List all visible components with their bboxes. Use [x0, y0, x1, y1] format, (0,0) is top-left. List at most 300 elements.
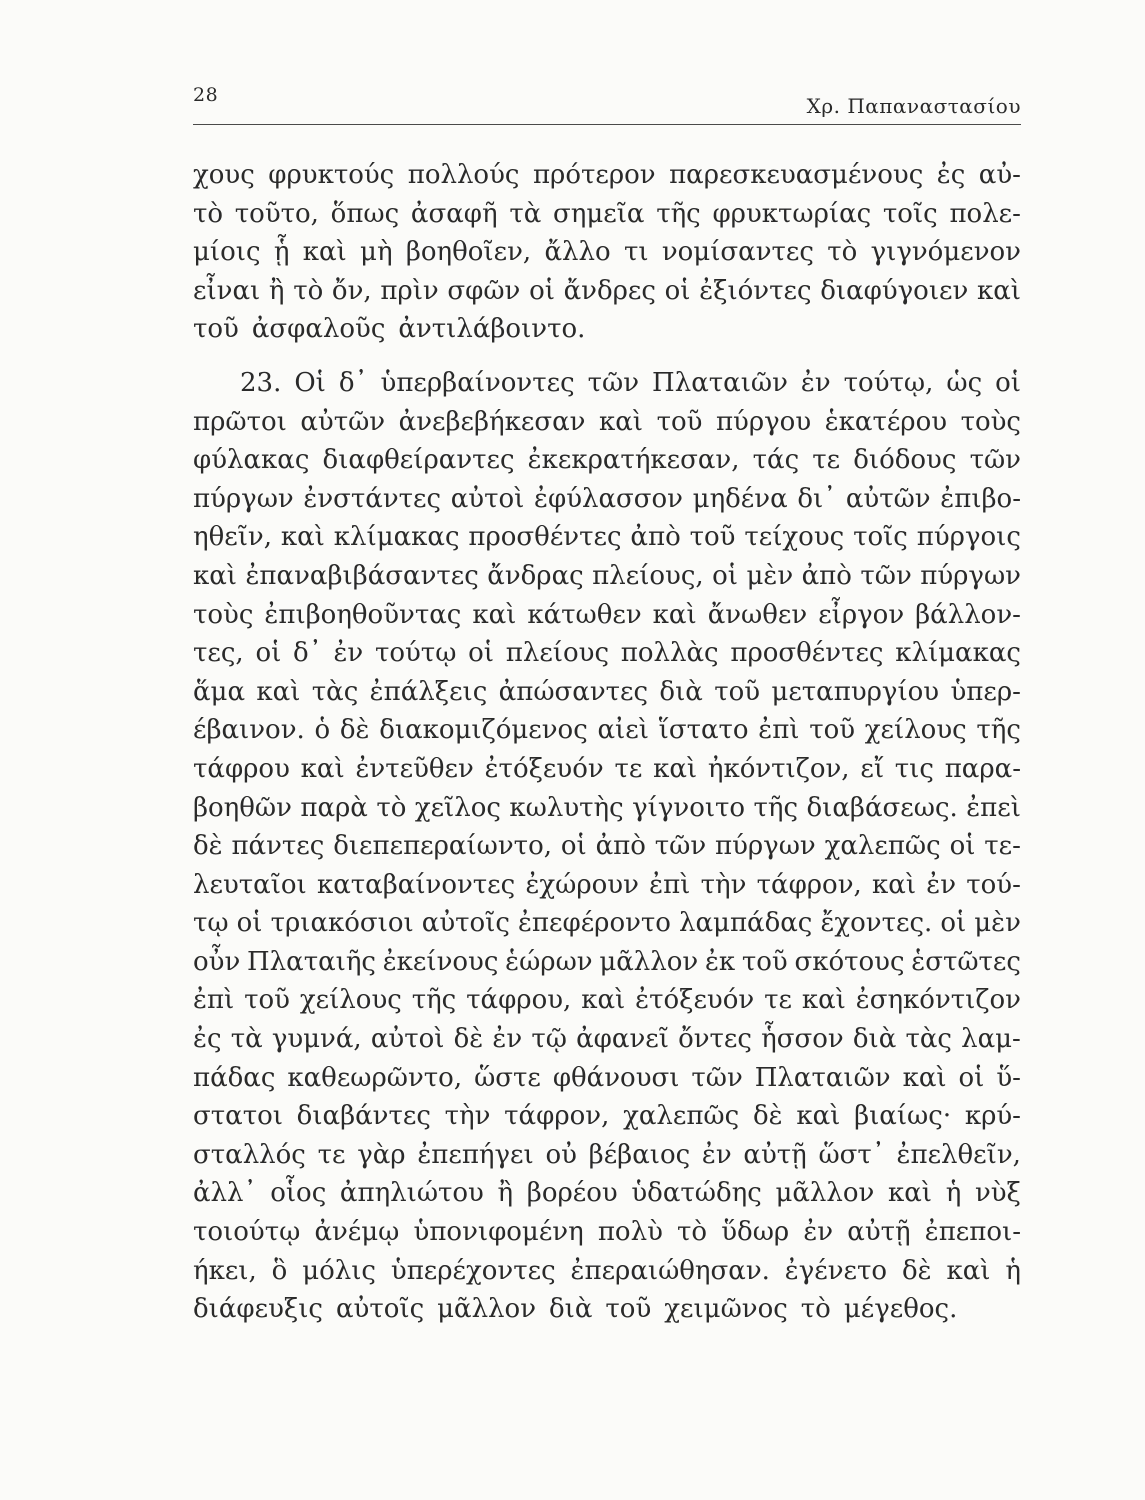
word: οἱ [712, 560, 738, 591]
word: καὶ [302, 237, 347, 268]
text-line [193, 1174, 1021, 1213]
word: Οἱ [294, 367, 326, 398]
word: ὄν, [331, 275, 372, 306]
word: λευταῖοι [193, 869, 307, 900]
word: τάς [752, 445, 800, 476]
word: ἢ [497, 1178, 514, 1209]
word: ἀφανεῖ [576, 1024, 669, 1055]
word: σταλλός [193, 1139, 306, 1170]
text-line [193, 233, 1021, 272]
text-line [193, 750, 1021, 789]
word: γὰρ [357, 1139, 406, 1170]
word: φύλακας [193, 445, 310, 476]
word: τὰ [509, 198, 542, 229]
word: ἐπελθεῖν, [896, 1139, 1021, 1170]
word: καὶ [796, 1101, 841, 1132]
word: τε [317, 1139, 346, 1170]
word: καὶ [599, 406, 644, 437]
word: ἀπὸ [595, 831, 646, 862]
word: δι᾽ [797, 483, 837, 514]
word: ἐπιβοηθοῦντας [264, 599, 462, 630]
word: ἐπὶ [649, 869, 691, 900]
word: οἱ [255, 638, 282, 669]
word: τάφρου, [466, 985, 572, 1016]
word: ἑκατέρου [824, 406, 948, 437]
word: κάτωθεν [527, 599, 642, 630]
word: οἱ [940, 908, 967, 939]
word: ἐπεραιώθησαν. [570, 1255, 770, 1286]
word: χεῖλος [414, 792, 501, 823]
word: σκότους [794, 946, 905, 977]
word: ἐκείνους [382, 946, 499, 977]
word: γυμνά, [271, 1024, 362, 1055]
word: μεταπυργίου [771, 676, 940, 707]
text-line [193, 904, 1021, 943]
word: διαβάσεως. [806, 792, 958, 823]
word: πύργων [193, 483, 294, 514]
word: ἄνδρες [563, 275, 656, 306]
word: τάφρου [193, 753, 290, 784]
word: εἴ [860, 753, 885, 784]
word: ἐφύλασσον [534, 483, 683, 514]
word: παρὰ [300, 792, 368, 823]
word: ἐν [800, 367, 831, 398]
word: διὰ [549, 1294, 593, 1325]
paragraph-gap [193, 349, 1021, 364]
word: δὲ [901, 1255, 932, 1286]
word: πλείους, [592, 560, 704, 591]
word: αὐτοὶ [450, 483, 525, 514]
word: ἐσηκόντιζον [855, 985, 1021, 1016]
word: τοῦ [809, 715, 856, 746]
word: λαμπάδας [679, 908, 813, 939]
word: διαφύγοιεν [820, 275, 969, 306]
word: ἀνεβεβήκεσαν [398, 406, 586, 437]
word: ἄνδρας [487, 560, 584, 591]
page-number: 28 [193, 84, 219, 106]
word: μὲν [974, 908, 1021, 939]
word: τὸ [376, 792, 407, 823]
text-line [193, 518, 1021, 557]
word: καὶ [300, 753, 345, 784]
paragraph [193, 156, 1021, 349]
word: τὸ [677, 1217, 708, 1248]
text-line [193, 1059, 1021, 1098]
word: αὐτῶν [845, 483, 931, 514]
word: καθεωρῶντο, [287, 1062, 463, 1093]
word: τε [812, 445, 841, 476]
word: 23. [240, 367, 282, 398]
word: λαμ- [961, 1024, 1021, 1055]
word: ἔχοντες. [820, 908, 933, 939]
word: πολε- [949, 198, 1021, 229]
word: τοῦ [714, 676, 761, 707]
word: γιγνόμενον [870, 237, 1021, 268]
word: τείχους [744, 522, 845, 553]
word: ἢ [268, 275, 285, 306]
body-text [193, 156, 1021, 1329]
word: τε [764, 985, 792, 1016]
page-header [193, 84, 1021, 118]
text-line [193, 156, 1021, 195]
word: ἄλλο [544, 237, 611, 268]
text-line [193, 711, 1021, 750]
word: ἐπεπήγει [417, 1139, 534, 1170]
word: αὐτοῖς [421, 908, 510, 939]
word: ἀσφαλοῦς [251, 314, 386, 345]
word: ἡ [945, 1178, 962, 1209]
word: πάντες [231, 831, 325, 862]
word: ὑπονιφομένη [413, 1217, 584, 1248]
word: ᾗ [273, 237, 290, 268]
text-line [193, 364, 1021, 403]
word: τῶν [654, 831, 707, 862]
word: σημεῖα [553, 198, 645, 229]
word: δὲ [193, 831, 223, 862]
word: τοῦτο, [234, 198, 319, 229]
word: βάλλον- [915, 599, 1021, 630]
word: κλίμακας [895, 638, 1021, 669]
word: αὐτοῖς [335, 1294, 425, 1325]
word: τούτῳ, [843, 367, 934, 398]
word: διαφθείραντες [322, 445, 515, 476]
word: καὶ [653, 753, 698, 784]
word: πρῶτοι [193, 406, 287, 437]
word: ἐγένετο [784, 1255, 888, 1286]
word: πολλούς [407, 160, 520, 190]
word: ὕ- [996, 1062, 1021, 1093]
text-line [193, 310, 1021, 349]
text-line [193, 1020, 1021, 1059]
text-line [193, 827, 1021, 866]
text-line [193, 673, 1021, 712]
word: δ᾽ [338, 367, 368, 398]
word: τῶν [587, 367, 640, 398]
word: γίγνοιτο [632, 792, 746, 823]
text-line [193, 1136, 1021, 1175]
word: χείλους [864, 715, 967, 746]
word: ἐν [926, 869, 957, 900]
word: βοηθῶν [193, 792, 292, 823]
word: εἶργον [818, 599, 905, 630]
word: καὶ [193, 560, 238, 591]
word: ἐπεποι- [924, 1217, 1021, 1248]
word: βέβαιος [588, 1139, 691, 1170]
word: χειμῶνος [664, 1294, 788, 1325]
word: τῆς [976, 715, 1021, 746]
word: ἐπιβο- [940, 483, 1021, 514]
word: ἐτόξευόν [484, 753, 604, 784]
word: βιαίως· [854, 1101, 952, 1132]
word: τὰς [905, 1024, 952, 1055]
word: παρα- [944, 753, 1021, 784]
word: οὖν [193, 946, 241, 977]
word: βοηθοῖεν, [405, 237, 532, 268]
word: μίοις [193, 237, 261, 268]
word: πολλὰς [620, 638, 719, 669]
word: ἀπηλιώτου [339, 1178, 484, 1209]
word: ὕδωρ [721, 1217, 790, 1248]
word: νομίσαντες [661, 237, 814, 268]
word: διὰ [852, 1024, 897, 1055]
word: τοῦ [193, 314, 239, 345]
word: μᾶλλον [437, 1294, 536, 1325]
word: τοῦ [741, 946, 788, 977]
word: καὶ [976, 275, 1021, 306]
word: κρύ- [964, 1101, 1021, 1132]
word: πρὶν [380, 275, 439, 306]
word: τοῦ [656, 406, 703, 437]
running-head: Χρ. Παπαναστασίου [806, 94, 1021, 118]
word: προσθέντες [468, 522, 622, 553]
word: τις [894, 753, 934, 784]
word: πρότερον [532, 160, 656, 190]
word: ἐξιόντες [699, 275, 812, 306]
word: τῶν [860, 560, 912, 591]
word: τὸ [193, 198, 224, 229]
word: ἡ [1005, 1255, 1021, 1286]
word: οἱ [529, 275, 555, 306]
word: ἐκεκρατήκεσαν, [527, 445, 740, 476]
text-line [193, 1252, 1021, 1291]
word: δὲ [752, 1101, 783, 1132]
word: πύργοις [916, 522, 1021, 553]
text-line [193, 557, 1021, 596]
word: τῆς [753, 792, 799, 823]
word: τοὺς [193, 599, 254, 630]
word: δὲ [453, 1024, 484, 1055]
text-line [193, 789, 1021, 828]
word: πύργου [715, 406, 812, 437]
word: ὁ [314, 715, 331, 746]
word: μὴ [360, 237, 393, 268]
word: ἐντεῦθεν [355, 753, 474, 784]
word: σφῶν [447, 275, 521, 306]
word: μᾶλλον [599, 946, 699, 977]
word: καὶ [472, 599, 517, 630]
word: οἱ [958, 1062, 985, 1093]
word: τὰ [230, 1024, 263, 1055]
word: τὴν [700, 869, 747, 900]
word: μᾶλλον [775, 1178, 875, 1209]
word: ὑπερέχοντες [390, 1255, 556, 1286]
word: προσθέντες [730, 638, 884, 669]
word: τοῖς [882, 198, 938, 229]
word: ἅμα [193, 676, 246, 707]
word: ἐς [936, 160, 966, 190]
word: ἀπὸ [630, 522, 681, 553]
word: τοῦ [689, 522, 736, 553]
word: τούτῳ [374, 638, 457, 669]
text-line [193, 1213, 1021, 1252]
word: ἐν [492, 1024, 523, 1055]
word: κλίμακας [333, 522, 460, 553]
word: μέγεθος. [843, 1294, 958, 1325]
word: τάφρον, [756, 869, 862, 900]
word: κωλυτὴς [509, 792, 624, 823]
word: τὸ [800, 1294, 831, 1325]
word: ἐτόξευόν [635, 985, 755, 1016]
word: Πλαταιῶν [754, 1062, 891, 1093]
word: οὐ [545, 1139, 577, 1170]
word: καὶ [902, 1062, 947, 1093]
word: αὐτοὶ [370, 1024, 445, 1055]
word: ὥστε [474, 1062, 541, 1093]
word: ὑπερ- [950, 676, 1021, 707]
word: τῶν [969, 445, 1021, 476]
word: τε- [984, 831, 1021, 862]
word: ἀλλ᾽ [193, 1178, 257, 1209]
word: οἱ [949, 831, 976, 862]
word: χους [193, 160, 255, 190]
word: ἄνωθεν [707, 599, 808, 630]
word: μηδένα [692, 483, 788, 514]
word: χαλεπῶς [824, 831, 941, 862]
word: τες, [193, 638, 244, 669]
word: τοὺς [960, 406, 1021, 437]
text-line [193, 272, 1021, 311]
word: ὅπως [330, 198, 400, 229]
word: καὶ [946, 1255, 991, 1286]
word: βορέου [526, 1178, 618, 1209]
word: οἱ [468, 638, 495, 669]
word: ὄντες [678, 1024, 752, 1055]
word: χαλεπῶς [623, 1101, 740, 1132]
word: ηθεῖν, [193, 522, 272, 553]
paragraph [193, 364, 1021, 1329]
word: Πλαταιῆς [247, 946, 376, 977]
word: οἱ [560, 831, 587, 862]
word: Πλαταιῶν [652, 367, 788, 398]
text-line [193, 866, 1021, 905]
word: τὰς [311, 676, 359, 707]
word: τὴν [444, 1101, 491, 1132]
word: οἱ [995, 367, 1021, 398]
text-line [193, 596, 1021, 635]
word: τοῖς [853, 522, 908, 553]
word: οἷος [270, 1178, 327, 1209]
word: πολὺ [597, 1217, 663, 1248]
word: ἀντιλάβοιντο. [398, 314, 586, 345]
word: ἐκ [704, 946, 736, 977]
word: καὶ [581, 985, 626, 1016]
word: φρυκτωρίας [712, 198, 872, 229]
word: τοιούτῳ [193, 1217, 301, 1248]
word: ὥστ᾽ [818, 1139, 885, 1170]
word: ἑώρων [505, 946, 593, 977]
word: τάφρον, [504, 1101, 610, 1132]
word: φρυκτούς [268, 160, 395, 190]
word: ἐνστάντες [303, 483, 442, 514]
word: χείλους [299, 985, 402, 1016]
word: οἱ [664, 275, 691, 306]
word: φθάνουσι [552, 1062, 680, 1093]
word: αὐτῇ [743, 1139, 807, 1170]
word: καὶ [801, 985, 846, 1016]
word: στατοι [193, 1101, 283, 1132]
word: καὶ [872, 869, 917, 900]
text-line [193, 403, 1021, 442]
word: τριακόσιοι [270, 908, 414, 939]
word: εἶναι [193, 275, 261, 306]
word: ἐν [803, 1217, 834, 1248]
word: ἀπὸ [801, 560, 852, 591]
word: διακομιζόμενος [379, 715, 588, 746]
word: διόδους [853, 445, 957, 476]
text-line [193, 1290, 1021, 1329]
word: ἀσαφῆ [410, 198, 498, 229]
word: ἐπὶ [758, 715, 800, 746]
word: τῷ [531, 1024, 567, 1055]
word: τῳ [193, 908, 229, 939]
word: παρεσκευασμένους [669, 160, 924, 190]
word: καὶ [280, 522, 325, 553]
word: ἀπώσαντες [498, 676, 649, 707]
word: τοῦ [605, 1294, 652, 1325]
word: ἠκόντιζον, [707, 753, 850, 784]
word: ἐπὶ [193, 985, 235, 1016]
word: οἱ [236, 908, 263, 939]
word: ἐχώρουν [525, 869, 639, 900]
word: τού- [966, 869, 1021, 900]
text-line [193, 195, 1021, 234]
word: τὸ [293, 275, 324, 306]
word: αἰεὶ [597, 715, 649, 746]
word: μὲν [746, 560, 794, 591]
word: καταβαίνοντες [316, 869, 516, 900]
word: ἐπεὶ [966, 792, 1021, 823]
word: ἐπάλξεις [369, 676, 488, 707]
word: έβαινον. [193, 715, 305, 746]
word: πλείους [505, 638, 610, 669]
word: διεπεπεραίωντο, [333, 831, 552, 862]
word: ὃ [271, 1255, 288, 1286]
text-line [193, 634, 1021, 673]
word: ἐν [333, 638, 364, 669]
word: τὸ [827, 237, 858, 268]
word: τοῦ [244, 985, 290, 1016]
word: ἐπαναβιβάσαντες [245, 560, 479, 591]
word: ήκει, [193, 1255, 257, 1286]
word: καὶ [256, 676, 301, 707]
word: μόλις [302, 1255, 376, 1286]
word: ἑστῶτες [911, 946, 1021, 977]
word: διὰ [659, 676, 703, 707]
text-line [193, 480, 1021, 519]
word: καὶ [652, 599, 697, 630]
word: ἧσσον [761, 1024, 844, 1055]
word: καὶ [888, 1178, 933, 1209]
word: αὐτῇ [847, 1217, 911, 1248]
word: αὐτῶν [300, 406, 386, 437]
word: ἐν [701, 1139, 732, 1170]
text-line [193, 981, 1021, 1020]
word: διάφευξις [193, 1294, 323, 1325]
word: ἐπεφέροντο [517, 908, 671, 939]
word: πύργων [714, 831, 816, 862]
word: τῆς [411, 985, 457, 1016]
word: νὺξ [974, 1178, 1021, 1209]
word: δ᾽ [293, 638, 322, 669]
word: τε [614, 753, 643, 784]
word: πάδας [193, 1062, 276, 1093]
text-line [193, 1097, 1021, 1136]
header-rule [193, 124, 1021, 125]
word: ἵστατο [658, 715, 749, 746]
word: πύργων [920, 560, 1021, 591]
word: αὐ- [978, 160, 1021, 190]
word: τῆς [656, 198, 701, 229]
